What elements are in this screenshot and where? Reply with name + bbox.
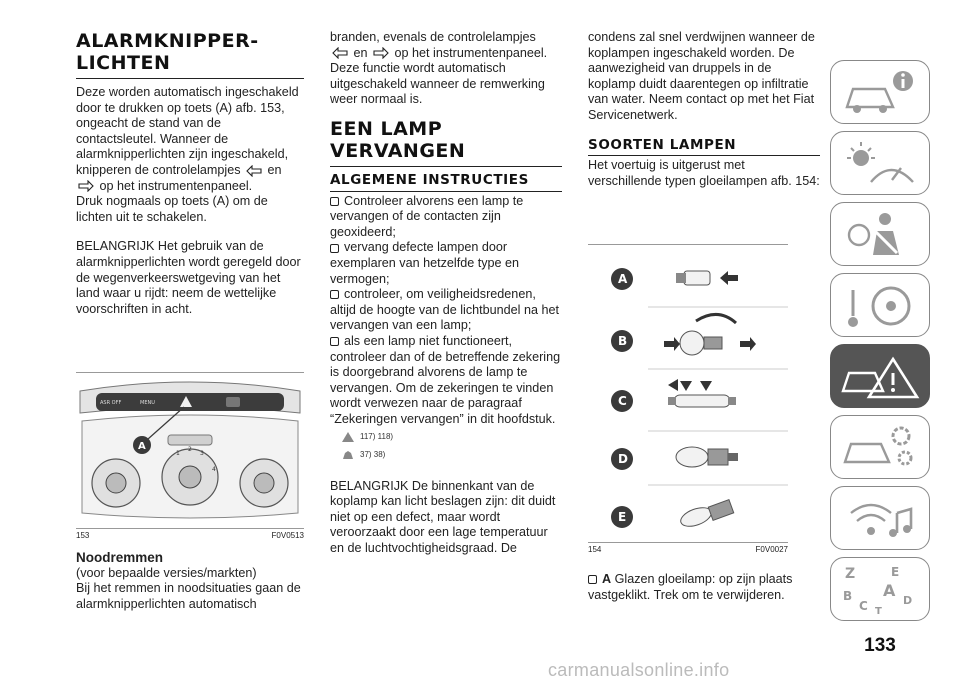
- section-title-replace-lamp: [330, 118, 562, 162]
- lamp-type-label: A: [602, 572, 612, 586]
- warning-reference-2: 37) 38): [330, 447, 562, 463]
- figure-code: F0V0027: [755, 545, 788, 554]
- title-line-2: VERVANGEN: [330, 139, 466, 162]
- column-2: [330, 30, 562, 557]
- col2-paragraph-2: Deze functie wordt automatisch uitgeschakeld wanneer de remwerking weer normaal is.: [330, 61, 545, 107]
- checkbox-bullet-icon: [330, 197, 339, 206]
- figure-154-caption: [588, 542, 788, 554]
- marker-a-label: A: [618, 272, 628, 286]
- tab-emergency[interactable]: [830, 344, 930, 408]
- lamp-types-title: SOORTEN LAMPEN: [588, 136, 737, 153]
- dial-label-2: 2: [188, 446, 192, 453]
- tab-lights-and-controls[interactable]: [830, 131, 930, 195]
- warning-reference-1: 117) 118): [330, 429, 562, 445]
- multimedia-icon: [841, 493, 921, 545]
- steering-wheel-key-icon: [841, 280, 921, 332]
- checkbox-bullet-icon: [330, 244, 339, 253]
- general-instructions-title: ALGEMENE INSTRUCTIES: [330, 171, 529, 188]
- col2-paragraph-3: BELANGRIJK De binnenkant van de koplamp kan licht beslagen zijn: dit duidt niet op een defect, maar wordt veroorzaakt door een lage temperatuur en de luchtvochtigheidsgraad. De: [330, 478, 556, 556]
- turn-right-icon: [78, 180, 94, 192]
- column-3-bottom: [588, 572, 820, 603]
- svg-text:T: T: [875, 606, 882, 616]
- svg-text:E: E: [891, 565, 900, 579]
- tab-dashboard-info[interactable]: [830, 60, 930, 124]
- svg-text:A: A: [883, 581, 896, 600]
- seatbelt-airbag-icon: [841, 209, 921, 261]
- hazard-note: BELANGRIJK Het gebruik van de alarmknipperlichten wordt geregeld door de wegenverkeerswetgeving van het land waar u rijdt: neem de wettelijke voorschriften in acht.: [76, 239, 301, 316]
- title-line-2: LICHTEN: [76, 52, 171, 74]
- turn-left-icon: [246, 165, 262, 177]
- marker-d-label: D: [618, 452, 628, 466]
- instruction-item: controleer, om veiligheidsredenen, altijd de hoogte van de lichtbundel na het vervangen van een lamp;: [330, 287, 559, 333]
- tab-multimedia[interactable]: [830, 486, 930, 550]
- dial-label-1: 1: [176, 450, 180, 457]
- col2-paragraph-1: [330, 30, 562, 61]
- col2-text-end: op het instrumentenpaneel.: [394, 45, 548, 60]
- instruction-item: als een lamp niet functioneert, controleer dan of de betreffende zekering is doorgebrand alvorens de lamp te vervangen. Om de zekeringen te vinden wordt verwezen naar de paragraaf “Zekeringen vervangen” in dit hoofdstuk.: [330, 333, 561, 426]
- figure-154: [588, 244, 788, 554]
- dashboard-illustration: [76, 373, 304, 523]
- hazard-text: Deze worden automatisch ingeschakeld door te drukken op toets (A) afb. 153, ongeacht de stand van de contactsleutel. Wanneer de alarmknipperlichten zijn ingeschakeld, knipperen de controlelampjes: [76, 85, 299, 177]
- hazard-text-end: op het instrumentenpaneel.: [99, 178, 253, 193]
- tab-index[interactable]: [830, 557, 930, 621]
- col3-paragraph-2: Het voertuig is uitgerust met verschillende typen gloeilampen afb. 154:: [588, 158, 820, 188]
- title-line-1: ALARMKNIPPER-: [76, 30, 259, 52]
- asr-off-label: ASR OFF: [100, 400, 122, 406]
- emergency-braking-text: Bij het remmen in noodsituaties gaan de alarmknipperlichten automatisch: [76, 581, 301, 611]
- marker-c-label: C: [618, 394, 627, 408]
- glass-bulb-illustration: [676, 271, 738, 285]
- page-number: 133: [864, 635, 896, 656]
- svg-text:C: C: [859, 599, 868, 613]
- instruction-item: vervang defecte lampen door exemplaren van hetzelfde type en vermogen;: [330, 240, 520, 286]
- figure-number: 154: [588, 545, 602, 554]
- breakdown-warning-icon: [841, 351, 921, 403]
- title-rule: [330, 166, 562, 167]
- turn-right-icon: [373, 47, 389, 59]
- watermark: carmanualsonline.info: [548, 660, 730, 680]
- sun-gauge-icon: [841, 138, 921, 190]
- lamp-type-item-a: [588, 572, 820, 603]
- halogen-bulb-h4-illustration: [676, 447, 738, 467]
- bayonet-bulb-illustration: [664, 314, 756, 355]
- tab-starting-driving[interactable]: [830, 273, 930, 337]
- emergency-braking-note: (voor bepaalde versies/markten): [76, 565, 257, 580]
- figure-number: 153: [76, 531, 90, 540]
- dial-label-3: 3: [200, 450, 204, 457]
- column-1: [76, 30, 304, 317]
- svg-text:B: B: [843, 589, 853, 603]
- hazard-and: en: [267, 162, 282, 177]
- tab-maintenance[interactable]: [830, 415, 930, 479]
- festoon-bulb-illustration: [668, 379, 736, 407]
- instruction-item: Controleer alvorens een lamp te vervangen of de contacten zijn geoxideerd;: [330, 193, 524, 239]
- attention-hand-icon: [342, 450, 354, 460]
- svg-text:Z: Z: [845, 566, 856, 582]
- dial-label-4: 4: [212, 466, 216, 473]
- title-line-1: EEN LAMP: [330, 117, 443, 140]
- checkbox-bullet-icon: [588, 575, 597, 584]
- col2-text: branden, evenals de controlelampjes: [330, 30, 536, 44]
- section-title-hazard-lights: [76, 30, 304, 74]
- checkbox-bullet-icon: [330, 337, 339, 346]
- marker-e-label: E: [618, 510, 627, 524]
- column-1-bottom: [76, 550, 304, 612]
- svg-text:D: D: [903, 594, 913, 607]
- halogen-bulb-h7-illustration: [678, 500, 734, 530]
- car-info-icon: [841, 67, 921, 119]
- emergency-braking-title: Noodremmen: [76, 550, 164, 565]
- col3-paragraph-1: condens zal snel verdwijnen wanneer de koplampen ingeschakeld worden. De aanwezigheid van druppels in de koplamp duidt daarentegen op infiltratie van water. Neem contact op met het Fiat Servicenetwerk.: [588, 30, 815, 122]
- lamp-type-text: Glazen gloeilamp: op zijn plaats vastgeklikt. Trek om te verwijderen.: [588, 572, 793, 602]
- figure-153-caption: [76, 528, 304, 540]
- marker-a-label: A: [138, 441, 146, 452]
- checkbox-bullet-icon: [330, 290, 339, 299]
- title-rule: [76, 78, 304, 79]
- figure-code: F0V0513: [271, 531, 304, 540]
- warning-triangle-icon: [342, 432, 354, 442]
- alphabet-index-icon: [841, 564, 921, 616]
- car-gears-icon: [841, 422, 921, 474]
- marker-b-label: B: [618, 334, 628, 348]
- column-3: [588, 30, 820, 189]
- col2-and: en: [353, 45, 368, 60]
- turn-left-icon: [332, 47, 348, 59]
- menu-label: MENU: [140, 400, 155, 406]
- figure-153: [76, 372, 304, 542]
- hazard-paragraph-1: [76, 85, 304, 194]
- bulb-types-illustration: [588, 245, 788, 537]
- tab-safety[interactable]: [830, 202, 930, 266]
- hazard-paragraph-2: Druk nogmaals op toets (A) om de lichten uit te schakelen.: [76, 194, 268, 224]
